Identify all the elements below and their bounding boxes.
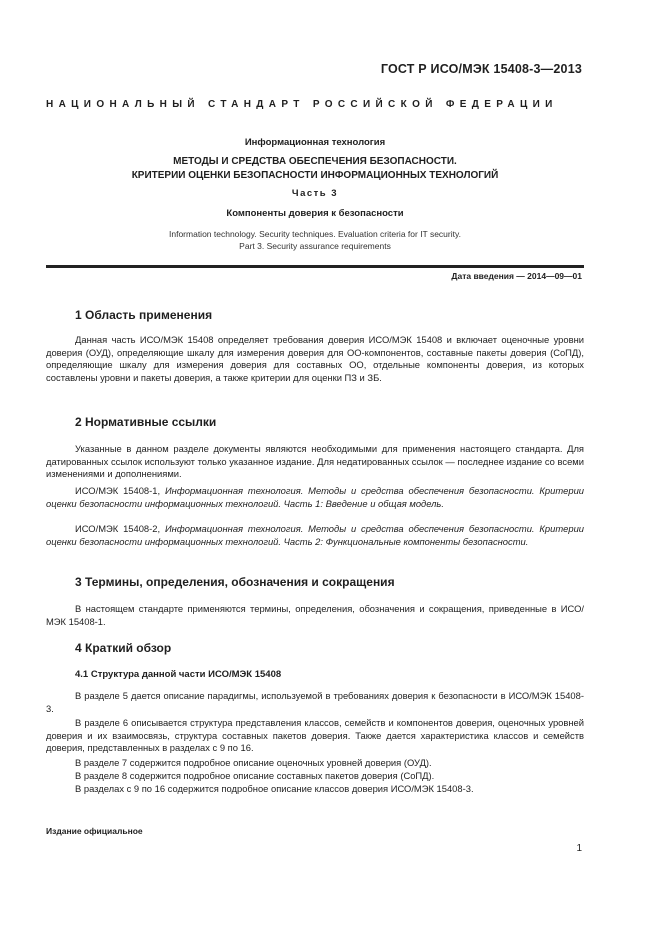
document-title-line1: МЕТОДЫ И СРЕДСТВА ОБЕСПЕЧЕНИЯ БЕЗОПАСНОСТИ. [173, 156, 457, 167]
section2-reference-1 [46, 485, 584, 510]
section4-paragraph-4: В разделе 8 содержится подробное описание составных пакетов доверия (СоПД). [75, 770, 435, 781]
section4-1-heading: 4.1 Структура данной части ИСО/МЭК 15408 [75, 669, 282, 680]
document-title-line2: КРИТЕРИИ ОЦЕНКИ БЕЗОПАСНОСТИ ИНФОРМАЦИОННЫХ ТЕХНОЛОГИЙ [131, 170, 499, 181]
reference-1-number: ИСО/МЭК 15408-1, [75, 485, 165, 496]
section1-heading: 1 Область применения [75, 308, 213, 322]
part-title: Компоненты доверия к безопасности [226, 208, 404, 219]
official-edition-label: Издание официальное [46, 826, 143, 836]
gost-identifier: ГОСТ Р ИСО/МЭК 15408-3—2013 [380, 62, 582, 76]
section2-heading: 2 Нормативные ссылки [75, 415, 217, 429]
english-title-line1: Information technology. Security techniques. Evaluation criteria for IT security. [169, 229, 461, 239]
section4-paragraph-5: В разделах с 9 по 16 содержится подробное описание классов доверия ИСО/МЭК 15408-3. [75, 783, 474, 794]
section4-paragraph-2: В разделе 6 описывается структура представления классов, семейств и компонентов доверия, оценочных уровней доверия и их взаимосвязь, структура составных пакетов доверия. Также дается характеристика классов и семейств доверия, представленных в разделах с 9 по 16. [46, 717, 584, 754]
document-title [46, 155, 584, 183]
reference-2-title: Информационная технология. Методы и средства обеспечения безопасности. Критерии оценки безопасности информационных технологий. Часть 2: Функциональные компоненты безопасности. [46, 523, 584, 547]
section2-paragraph: Указанные в данном разделе документы являются необходимыми для применения настоящего стандарта. Для датированных ссылок используют только указанное издание. Для недатированных ссылок — последнее издание со всеми изменениями и дополнениями. [46, 443, 584, 480]
section3-paragraph: В настоящем стандарте применяются термины, определения, обозначения и сокращения, приведенные в ИСО/МЭК 15408-1. [46, 603, 584, 627]
national-standard-banner: НАЦИОНАЛЬНЫЙ СТАНДАРТ РОССИЙСКОЙ ФЕДЕРАЦИИ [46, 99, 558, 110]
section3-heading: 3 Термины, определения, обозначения и сокращения [75, 575, 395, 589]
title-divider [46, 265, 584, 268]
english-title [46, 228, 584, 252]
section4-heading: 4 Краткий обзор [75, 641, 172, 655]
reference-1-title: Информационная технология. Методы и средства обеспечения безопасности. Критерии оценки безопасности информационных технологий. Часть 1: Введение и общая модель. [46, 485, 584, 509]
section4-paragraph-3: В разделе 7 содержится подробное описание оценочных уровней доверия (ОУД). [75, 757, 432, 768]
section4-paragraph-1: В разделе 5 дается описание парадигмы, используемой в требованиях доверия к безопасности в ИСО/МЭК 15408-3. [46, 690, 584, 714]
intro-date: Дата введения — 2014—09—01 [451, 271, 582, 281]
english-title-line2: Part 3. Security assurance requirements [239, 241, 391, 251]
part-label: Часть 3 [291, 188, 339, 199]
field-title: Информационная технология [244, 137, 386, 148]
section2-reference-2 [46, 523, 584, 548]
page-number: 1 [576, 843, 582, 854]
section1-paragraph: Данная часть ИСО/МЭК 15408 определяет требования доверия ИСО/МЭК 15408 и включает оценочные уровни доверия (ОУД), определяющие шкалу для измерения доверия для ОО-компонентов, составные пакеты доверия (СоПД), определяющие шкалу для измерения доверия для составных ОО, отдельные компоненты доверия, из которых составлены уровни и пакеты доверия, а также критерии для оценки ПЗ и ЗБ. [46, 334, 584, 383]
reference-2-number: ИСО/МЭК 15408-2, [75, 523, 165, 534]
